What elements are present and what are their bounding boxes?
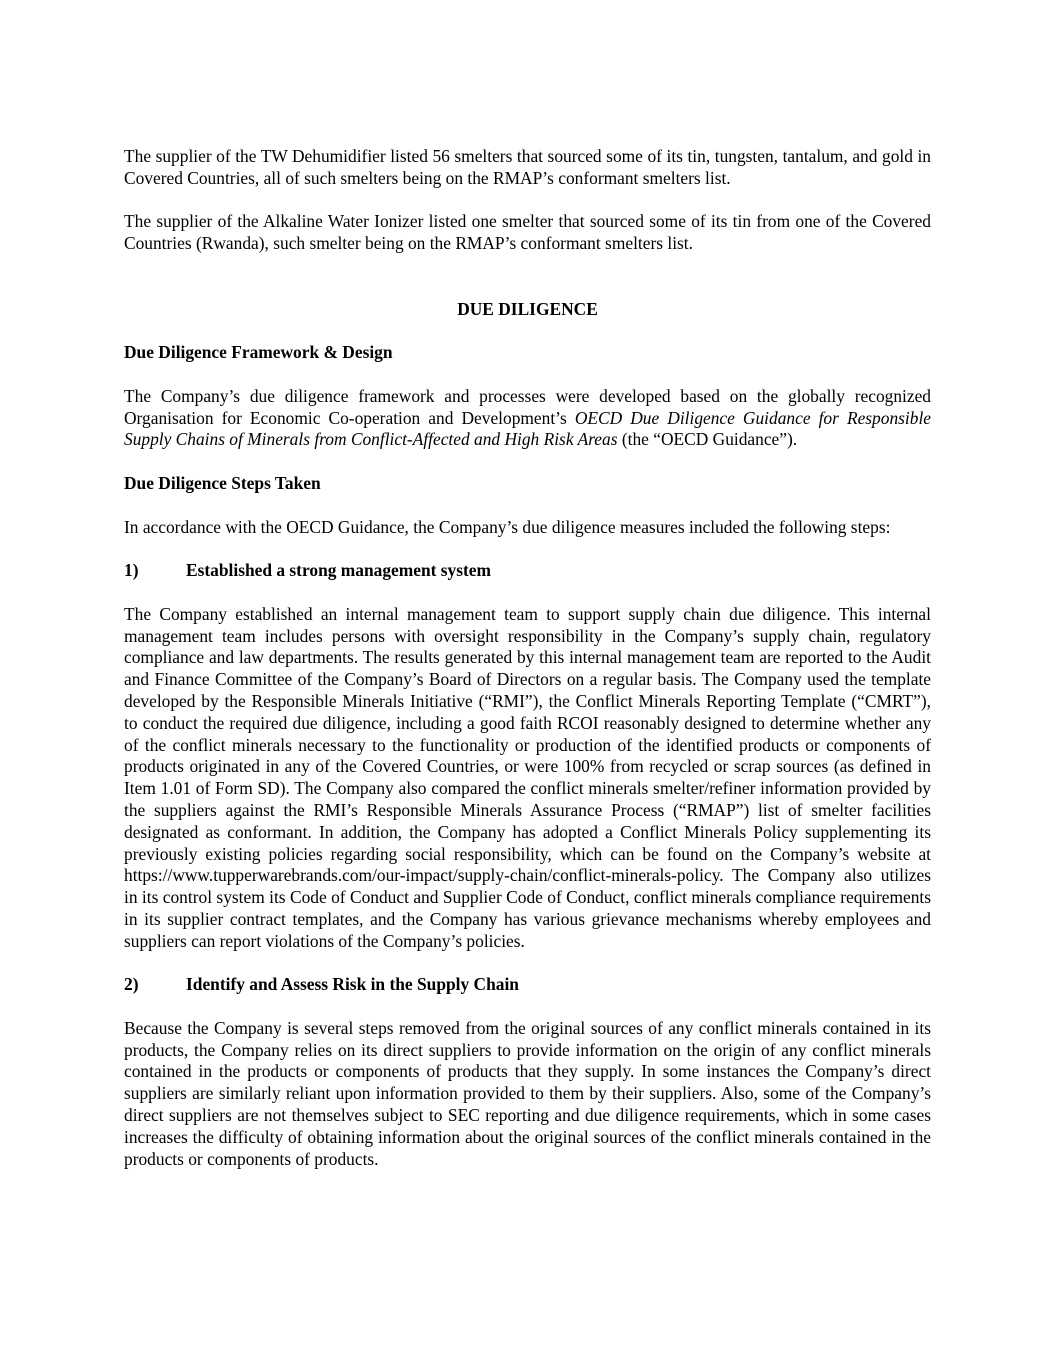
framework-text-before: The Company’s due diligence framework and processes were developed based on the globally recognized Organisation for Economic Co-operation and Development’s [124, 385, 931, 428]
step-1-heading [124, 560, 931, 582]
step-2-title: Identify and Assess Risk in the Supply Chain [186, 974, 519, 995]
steps-taken-intro: In accordance with the OECD Guidance, the Company’s due diligence measures included the following steps: [124, 516, 891, 537]
step-1-body: The Company established an internal management team to support supply chain due diligence. This internal management team includes persons with oversight responsibility in the Company’s supply chain, regulatory compliance and law departments. The results generated by this internal management team are reported to the Audit and Finance Committee of the Company’s Board of Directors on a regular basis. The Company used the template developed by the Responsible Minerals Initiative (“RMI”), the Conflict Minerals Reporting Template (“CMRT”), to conduct the required due diligence, including a good faith RCOI reasonably designed to determine whether any of the conflict minerals necessary to the functionality or production of the identified products or components of products originated in any of the Covered Countries, or were 100% from recycled or scrap sources (as defined in Item 1.01 of Form SD). The Company also compared the conflict minerals smelter/refiner information provided by the suppliers against the RMI’s Responsible Minerals Assurance Process (“RMAP”) list of smelter facilities designated as conformant. In addition, the Company has adopted a Conflict Minerals Policy supplementing its previously existing policies regarding social responsibility, which can be found on the Company’s website at https://www.tupperwarebrands.com/our-impact/supply-chain/conflict-minerals-policy. The Company also utilizes in its control system its Code of Conduct and Supplier Code of Conduct, conflict minerals compliance requirements in its supplier contract templates, and the Company has various grievance mechanisms whereby employees and suppliers can report violations of the Company’s policies. [124, 603, 931, 951]
step-2-heading [124, 974, 931, 996]
step-2-number: 2) [124, 974, 139, 995]
framework-paragraph [124, 386, 931, 451]
step-1-number: 1) [124, 560, 139, 581]
paragraph-alkaline-water-ionizer: The supplier of the Alkaline Water Ionizer listed one smelter that sourced some of its tin from one of the Covered Countries (Rwanda), such smelter being on the RMAP’s conformant smelters list. [124, 211, 931, 254]
paragraph-tw-dehumidifier: The supplier of the TW Dehumidifier listed 56 smelters that sourced some of its tin, tungsten, tantalum, and gold in Covered Countries, all of such smelters being on the RMAP’s conformant smelters list. [124, 146, 931, 188]
oecd-guidance-title: OECD Due Diligence Guidance for Responsible Supply Chains of Minerals from Conflict-Affected and High Risk Areas [124, 407, 931, 450]
step-1-title: Established a strong management system [186, 560, 491, 581]
section-title: DUE DILIGENCE [457, 298, 598, 319]
steps-taken-heading: Due Diligence Steps Taken [124, 472, 321, 493]
document-page [124, 146, 931, 1170]
framework-text-after: (the “OECD Guidance”). [617, 429, 798, 450]
step-2-body: Because the Company is several steps removed from the original sources of any conflict minerals contained in its products, the Company relies on its direct suppliers to provide information on the origin of any conflict minerals contained in the products or components of products that they supply. In some instances the Company’s direct suppliers are similarly reliant upon information provided to them by their suppliers. Also, some of the Company’s direct suppliers are not themselves subject to SEC reporting and due diligence requirements, which in some cases increases the difficulty of obtaining information about the original sources of the conflict minerals contained in the products or components of products. [124, 1017, 931, 1169]
framework-heading: Due Diligence Framework & Design [124, 342, 393, 363]
